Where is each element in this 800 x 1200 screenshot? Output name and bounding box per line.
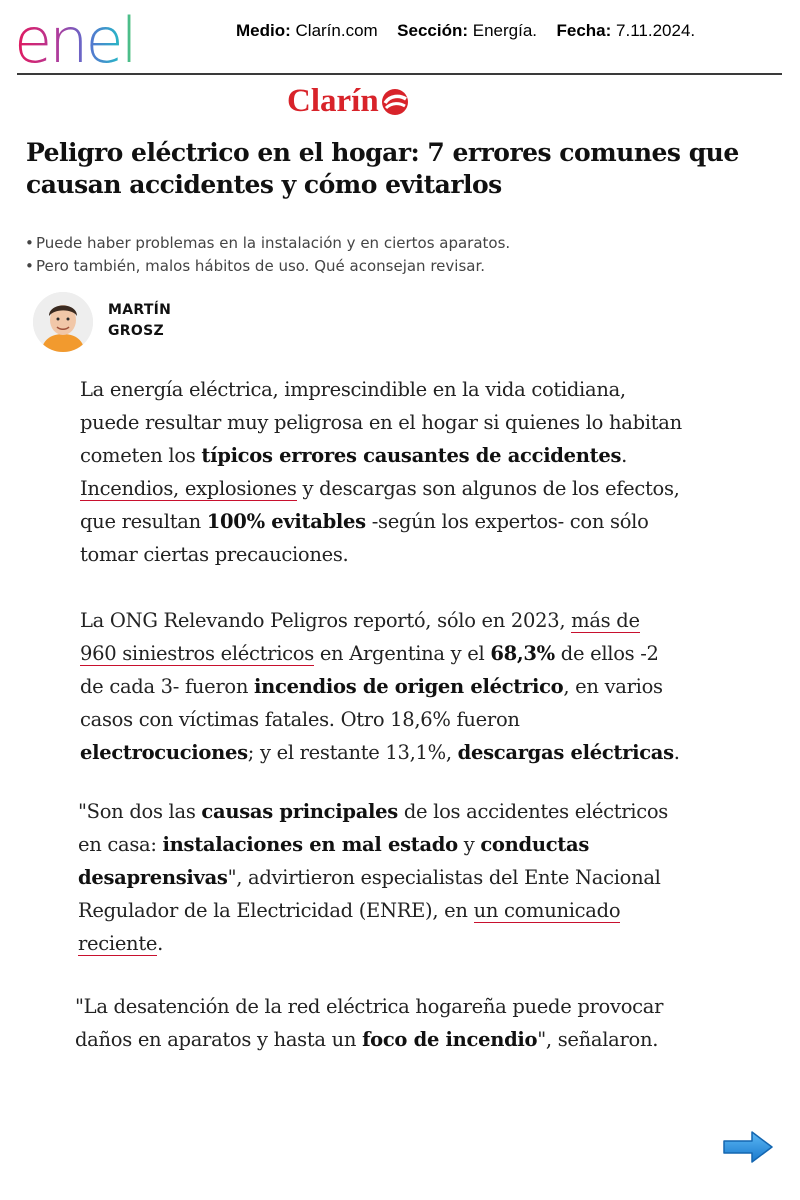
link-comunicado-reciente[interactable]: un comunicado reciente <box>78 899 621 955</box>
article-paragraph-4: "La desatención de la red eléctrica hogareña puede provocar daños en aparatos y hasta un foco de incendio", señalaron. <box>75 995 664 1051</box>
article-paragraph-2: La ONG Relevando Peligros reportó, sólo en 2023, más de 960 siniestros eléctricos en Argentina y el 68,3% de ellos -2 de cada 3- fueron incendios de origen eléctrico, en varios casos con víctimas fatales. Otro 18,6% fueron electrocuciones; y el restante 13,1%, descargas eléctricas. <box>80 609 680 764</box>
article-paragraph-1: La energía eléctrica, imprescindible en la vida cotidiana, puede resultar muy peligrosa en el hogar si quienes lo habitan cometen los típicos errores causantes de accidentes. Incendios, explosiones y descargas son algunos de los efectos, que resultan 100% evitables -según los expertos- con sólo tomar ciertas precauciones. <box>80 378 682 566</box>
medio-label: Medio: <box>236 21 291 40</box>
clarin-wordmark: Clarín <box>287 83 379 119</box>
author-avatar <box>33 292 93 352</box>
right-arrow-icon[interactable] <box>722 1130 774 1164</box>
header-divider <box>17 73 782 75</box>
medio-value: Clarín.com <box>295 21 378 40</box>
summary-item: • Puede haber problemas en la instalación y en ciertos aparatos. <box>25 232 510 255</box>
link-siniestros-electricos[interactable]: más de 960 siniestros eléctricos <box>80 609 640 665</box>
author-name[interactable] <box>108 300 171 342</box>
article-headline: Peligro eléctrico en el hogar: 7 errores comunes que causan accidentes y cómo evitarlos <box>26 138 739 199</box>
fecha-value: 7.11.2024. <box>616 21 696 40</box>
svg-text:enel: enel <box>14 6 135 70</box>
link-incendios-explosiones[interactable]: Incendios, explosiones <box>80 477 297 500</box>
author-photo <box>33 292 93 352</box>
seccion-label: Sección: <box>397 21 469 40</box>
enel-logo <box>14 6 184 70</box>
summary-item: • Pero también, malos hábitos de uso. Qué aconsejan revisar. <box>25 255 510 278</box>
article-summary <box>25 232 510 278</box>
article-paragraph-3: "Son dos las causas principales de los accidentes eléctricos en casa: instalaciones en mal estado y conductas desaprensivas", advirtieron especialistas del Ente Nacional Regulador de la Electricidad (ENRE), en un comunicado reciente. <box>78 800 669 955</box>
clarin-logo <box>287 83 410 119</box>
author-first-name: MARTÍN <box>108 302 172 318</box>
press-clip-metadata <box>236 21 695 41</box>
fecha-label: Fecha: <box>556 21 612 40</box>
clarin-emblem-icon <box>380 87 410 117</box>
author-last-name: GROSZ <box>108 323 164 339</box>
seccion-value: Energía. <box>472 21 538 40</box>
